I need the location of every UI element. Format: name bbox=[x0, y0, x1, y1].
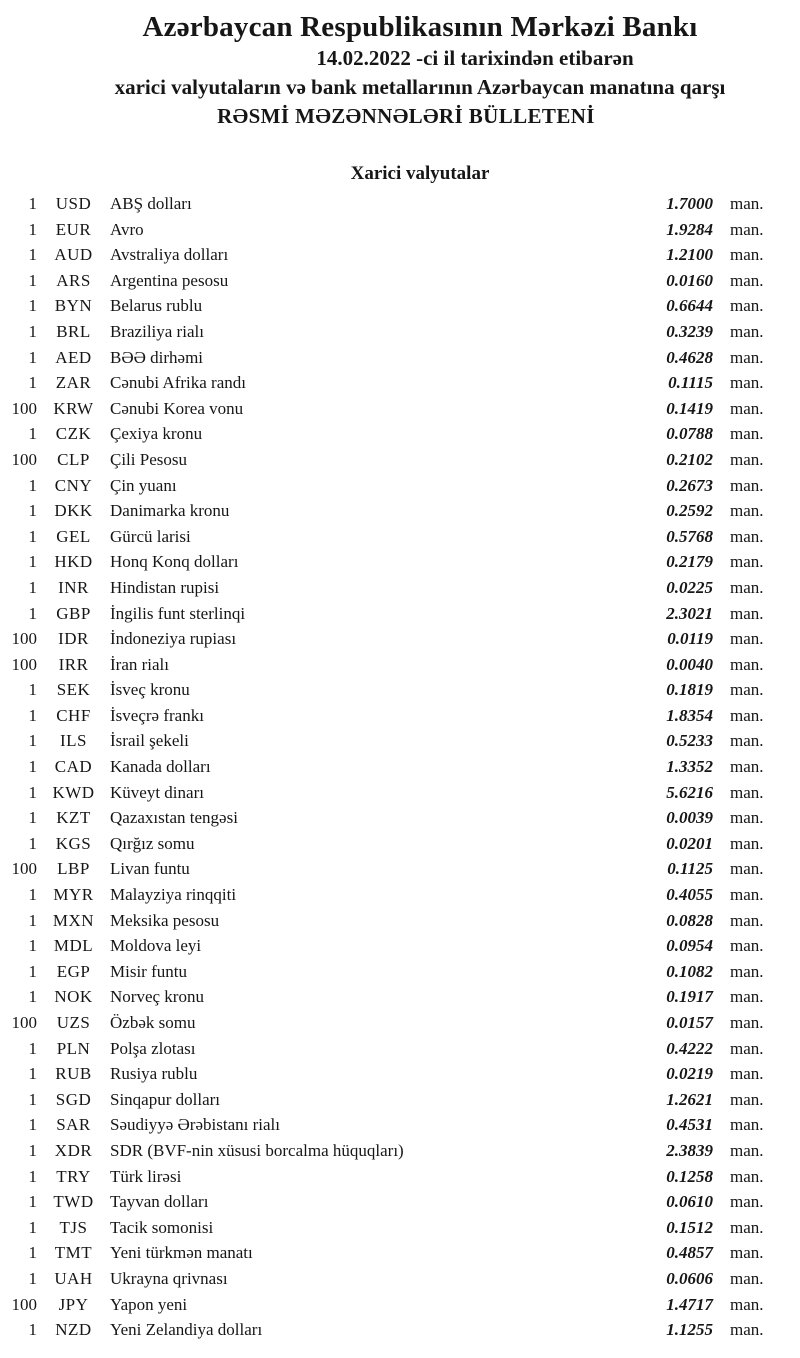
rate-value: 0.3239 bbox=[666, 321, 713, 341]
unit-quantity: 100 bbox=[11, 449, 37, 469]
rate-value: 2.3021 bbox=[666, 603, 713, 623]
currency-code: NOK bbox=[54, 987, 93, 1007]
unit-label: man. bbox=[730, 1064, 764, 1084]
unit-label: man. bbox=[730, 424, 764, 444]
currency-code: NZD bbox=[55, 1320, 92, 1340]
rate-value: 0.4055 bbox=[666, 885, 713, 905]
currency-name: İsveçrə frankı bbox=[110, 705, 204, 725]
unit-quantity: 1 bbox=[28, 1268, 37, 1288]
unit-label: man. bbox=[730, 1089, 764, 1109]
currency-name: Belarus rublu bbox=[110, 296, 203, 316]
currency-code: IDR bbox=[58, 629, 89, 649]
unit-label: man. bbox=[730, 219, 764, 239]
currency-name: Malayziya rinqqiti bbox=[110, 885, 237, 905]
currency-name: ABŞ dolları bbox=[110, 194, 192, 213]
unit-label: man. bbox=[730, 194, 764, 213]
rate-value: 0.1115 bbox=[668, 373, 713, 393]
currency-code: ARS bbox=[56, 270, 91, 290]
currency-code: CAD bbox=[54, 757, 93, 777]
unit-quantity: 1 bbox=[28, 987, 37, 1007]
rate-row bbox=[0, 524, 800, 550]
currency-code: TMT bbox=[54, 1243, 93, 1263]
currency-code: UAH bbox=[54, 1268, 93, 1288]
unit-quantity: 1 bbox=[28, 1064, 37, 1084]
effective-date-line: 14.02.2022 -ci il tarixindən etibarən bbox=[316, 46, 634, 70]
rate-value: 0.5233 bbox=[666, 731, 713, 751]
unit-quantity: 1 bbox=[28, 680, 37, 700]
unit-quantity: 1 bbox=[28, 1089, 37, 1109]
rate-row bbox=[0, 754, 800, 780]
currency-code: USD bbox=[55, 194, 92, 213]
currency-code: INR bbox=[58, 577, 89, 597]
unit-quantity: 1 bbox=[28, 808, 37, 828]
unit-quantity: 1 bbox=[28, 731, 37, 751]
bulletin-title: RƏSMİ MƏZƏNNƏLƏRİ BÜLLETENİ bbox=[217, 104, 595, 128]
currency-name: İngilis funt sterlinqi bbox=[110, 603, 246, 623]
unit-label: man. bbox=[730, 680, 764, 700]
currency-name: Yeni türkmən manatı bbox=[110, 1243, 253, 1263]
rate-value: 0.1819 bbox=[666, 680, 713, 700]
rate-row bbox=[0, 217, 800, 243]
unit-label: man. bbox=[730, 296, 764, 316]
currency-code: GEL bbox=[56, 526, 91, 546]
rate-row bbox=[0, 1266, 800, 1292]
rate-value: 1.4717 bbox=[666, 1294, 713, 1314]
unit-quantity: 1 bbox=[28, 1140, 37, 1160]
unit-label: man. bbox=[730, 577, 764, 597]
rate-value: 0.4628 bbox=[666, 347, 713, 367]
currency-code: KZT bbox=[56, 808, 91, 828]
rate-row bbox=[0, 1317, 800, 1343]
currency-code: DKK bbox=[54, 501, 93, 521]
currency-name: İran rialı bbox=[110, 654, 169, 674]
rate-value: 0.0039 bbox=[666, 808, 713, 828]
unit-label: man. bbox=[730, 1166, 764, 1186]
unit-quantity: 100 bbox=[11, 629, 37, 649]
currency-code: EGP bbox=[56, 961, 91, 981]
rate-row bbox=[0, 1138, 800, 1164]
rate-row bbox=[0, 498, 800, 524]
unit-label: man. bbox=[730, 1140, 764, 1160]
rate-value: 1.9284 bbox=[666, 219, 713, 239]
unit-label: man. bbox=[730, 449, 764, 469]
rate-row bbox=[0, 1292, 800, 1318]
unit-label: man. bbox=[730, 987, 764, 1007]
currency-code: CLP bbox=[57, 449, 90, 469]
rate-value: 0.1419 bbox=[666, 398, 713, 418]
unit-label: man. bbox=[730, 1320, 764, 1340]
unit-quantity: 1 bbox=[28, 603, 37, 623]
rate-value: 0.6644 bbox=[666, 296, 713, 316]
unit-label: man. bbox=[730, 347, 764, 367]
currency-name: Gürcü larisi bbox=[110, 526, 191, 546]
rate-value: 0.2179 bbox=[666, 552, 713, 572]
rate-row bbox=[0, 268, 800, 294]
currency-name: Braziliya rialı bbox=[110, 321, 204, 341]
currency-code: BYN bbox=[54, 296, 93, 316]
currency-name: Çin yuanı bbox=[110, 475, 177, 495]
rate-row bbox=[0, 1010, 800, 1036]
unit-quantity: 1 bbox=[28, 245, 37, 265]
rate-row bbox=[0, 191, 800, 217]
unit-quantity: 1 bbox=[28, 347, 37, 367]
currency-name: İsveç kronu bbox=[110, 680, 190, 700]
unit-label: man. bbox=[730, 1192, 764, 1212]
rate-value: 0.4531 bbox=[666, 1115, 713, 1135]
unit-label: man. bbox=[730, 731, 764, 751]
unit-quantity: 1 bbox=[28, 194, 37, 213]
unit-label: man. bbox=[730, 910, 764, 930]
currency-name: Avstraliya dolları bbox=[110, 245, 229, 265]
unit-label: man. bbox=[730, 1243, 764, 1263]
rate-row bbox=[0, 626, 800, 652]
unit-label: man. bbox=[730, 1268, 764, 1288]
rate-row bbox=[0, 780, 800, 806]
bulletin-header bbox=[40, 10, 800, 131]
unit-label: man. bbox=[730, 833, 764, 853]
rate-value: 0.0201 bbox=[666, 833, 713, 853]
rate-value: 0.0828 bbox=[666, 910, 713, 930]
rate-value: 0.2673 bbox=[666, 475, 713, 495]
unit-label: man. bbox=[730, 552, 764, 572]
rate-row bbox=[0, 473, 800, 499]
rate-value: 1.2100 bbox=[666, 245, 713, 265]
rate-row bbox=[0, 959, 800, 985]
currency-name: Çili Pesosu bbox=[110, 449, 187, 469]
currency-code: KWD bbox=[52, 782, 95, 802]
currency-code: TWD bbox=[53, 1192, 94, 1212]
currency-code: ILS bbox=[60, 731, 87, 751]
unit-label: man. bbox=[730, 501, 764, 521]
currency-code: TRY bbox=[56, 1166, 91, 1186]
unit-quantity: 1 bbox=[28, 501, 37, 521]
unit-label: man. bbox=[730, 782, 764, 802]
rate-row bbox=[0, 677, 800, 703]
rate-value: 0.4857 bbox=[666, 1243, 713, 1263]
currency-name: İsrail şekeli bbox=[110, 731, 189, 751]
rate-value: 1.7000 bbox=[666, 194, 713, 213]
unit-label: man. bbox=[730, 1013, 764, 1032]
unit-label: man. bbox=[730, 629, 764, 649]
rate-row bbox=[0, 601, 800, 627]
unit-label: man. bbox=[730, 757, 764, 777]
currency-name: Sinqapur dolları bbox=[110, 1089, 221, 1109]
rate-value: 0.0160 bbox=[666, 270, 713, 290]
unit-quantity: 1 bbox=[28, 270, 37, 290]
currency-name: Səudiyyə Ərəbistanı rialı bbox=[110, 1115, 280, 1135]
unit-quantity: 1 bbox=[28, 526, 37, 546]
currency-code: XDR bbox=[54, 1140, 93, 1160]
currency-name: Misir funtu bbox=[110, 961, 187, 981]
currency-name: İndoneziya rupiası bbox=[110, 629, 237, 649]
unit-quantity: 1 bbox=[28, 885, 37, 905]
currency-code: KRW bbox=[53, 398, 94, 418]
unit-label: man. bbox=[730, 859, 764, 879]
currency-name: Kanada dolları bbox=[110, 757, 211, 777]
rate-value: 0.2102 bbox=[666, 449, 713, 469]
rate-value: 1.2621 bbox=[666, 1089, 713, 1109]
unit-quantity: 100 bbox=[11, 398, 37, 418]
bulletin-page bbox=[0, 10, 800, 1343]
unit-quantity: 1 bbox=[28, 475, 37, 495]
currency-code: RUB bbox=[55, 1064, 92, 1084]
unit-quantity: 1 bbox=[28, 833, 37, 853]
rate-value: 0.0610 bbox=[666, 1192, 713, 1212]
currency-name: Livan funtu bbox=[110, 859, 190, 879]
currency-code: IRR bbox=[58, 654, 89, 674]
unit-quantity: 1 bbox=[28, 961, 37, 981]
rate-row bbox=[0, 319, 800, 345]
rate-value: 0.5768 bbox=[666, 526, 713, 546]
currency-code: SAR bbox=[56, 1115, 91, 1135]
rate-row bbox=[0, 1036, 800, 1062]
bank-name: Azərbaycan Respublikasının Mərkəzi Bankı bbox=[142, 11, 698, 43]
currency-code: KGS bbox=[55, 833, 92, 853]
currency-code: CNY bbox=[54, 475, 93, 495]
rate-row bbox=[0, 1189, 800, 1215]
unit-label: man. bbox=[730, 705, 764, 725]
unit-quantity: 100 bbox=[11, 1013, 37, 1032]
unit-quantity: 1 bbox=[28, 1217, 37, 1237]
rate-value: 0.0788 bbox=[666, 424, 713, 444]
rate-row bbox=[0, 421, 800, 447]
rate-value: 0.1917 bbox=[666, 987, 713, 1007]
currency-name: Qazaxıstan tengəsi bbox=[110, 808, 238, 828]
unit-quantity: 1 bbox=[28, 757, 37, 777]
currency-name: Qırğız somu bbox=[110, 833, 195, 853]
unit-label: man. bbox=[730, 270, 764, 290]
currency-name: Yapon yeni bbox=[110, 1294, 188, 1314]
rate-value: 2.3839 bbox=[666, 1140, 713, 1160]
rate-value: 0.1512 bbox=[666, 1217, 713, 1237]
currency-name: Cənubi Afrika randı bbox=[110, 373, 246, 393]
rate-row bbox=[0, 908, 800, 934]
currency-code: MYR bbox=[53, 885, 94, 905]
unit-quantity: 1 bbox=[28, 296, 37, 316]
unit-quantity: 1 bbox=[28, 1192, 37, 1212]
rate-value: 0.0225 bbox=[666, 577, 713, 597]
rate-row bbox=[0, 805, 800, 831]
rate-value: 0.0157 bbox=[666, 1013, 713, 1032]
currency-name: Argentina pesosu bbox=[110, 270, 229, 290]
rate-value: 0.0119 bbox=[667, 629, 713, 649]
currency-name: Meksika pesosu bbox=[110, 910, 220, 930]
unit-quantity: 1 bbox=[28, 782, 37, 802]
currency-name: Ukrayna qrivnası bbox=[110, 1268, 228, 1288]
currency-name: BƏƏ dirhəmi bbox=[110, 347, 204, 367]
rate-row bbox=[0, 1112, 800, 1138]
rate-value: 1.1255 bbox=[666, 1320, 713, 1340]
rate-row bbox=[0, 882, 800, 908]
rate-row bbox=[0, 984, 800, 1010]
rate-value: 0.1125 bbox=[667, 859, 713, 879]
unit-label: man. bbox=[730, 1217, 764, 1237]
unit-quantity: 1 bbox=[28, 936, 37, 956]
unit-quantity: 1 bbox=[28, 1243, 37, 1263]
currency-name: Çexiya kronu bbox=[110, 424, 203, 444]
rate-row bbox=[0, 933, 800, 959]
currency-name: Polşa zlotası bbox=[110, 1038, 196, 1058]
currency-name: Rusiya rublu bbox=[110, 1064, 198, 1084]
unit-label: man. bbox=[730, 654, 764, 674]
currency-code: ZAR bbox=[55, 373, 92, 393]
rate-value: 5.6216 bbox=[666, 782, 713, 802]
unit-quantity: 1 bbox=[28, 910, 37, 930]
currency-name: Norveç kronu bbox=[110, 987, 204, 1007]
unit-quantity: 1 bbox=[28, 552, 37, 572]
unit-label: man. bbox=[730, 321, 764, 341]
rate-row bbox=[0, 396, 800, 422]
rate-row bbox=[0, 447, 800, 473]
currency-name: Avro bbox=[110, 219, 144, 239]
currency-name: Moldova leyi bbox=[110, 936, 202, 956]
rate-value: 0.0606 bbox=[666, 1268, 713, 1288]
rate-row bbox=[0, 293, 800, 319]
unit-quantity: 1 bbox=[28, 1166, 37, 1186]
unit-quantity: 1 bbox=[28, 1320, 37, 1340]
currency-code: EUR bbox=[55, 219, 92, 239]
currency-code: AED bbox=[55, 347, 92, 367]
currency-code: UZS bbox=[56, 1013, 91, 1032]
rate-row bbox=[0, 1164, 800, 1190]
unit-label: man. bbox=[730, 885, 764, 905]
currency-code: LBP bbox=[57, 859, 90, 879]
rate-row bbox=[0, 1215, 800, 1241]
unit-quantity: 100 bbox=[11, 654, 37, 674]
unit-label: man. bbox=[730, 936, 764, 956]
unit-quantity: 1 bbox=[28, 705, 37, 725]
currency-code: GBP bbox=[56, 603, 91, 623]
currency-name: Cənubi Korea vonu bbox=[110, 398, 244, 418]
rates-table bbox=[0, 191, 800, 1343]
rate-value: 1.3352 bbox=[666, 757, 713, 777]
currency-name: Danimarka kronu bbox=[110, 501, 230, 521]
unit-label: man. bbox=[730, 373, 764, 393]
unit-label: man. bbox=[730, 245, 764, 265]
rate-row bbox=[0, 831, 800, 857]
rate-row bbox=[0, 242, 800, 268]
currency-code: HKD bbox=[54, 552, 93, 572]
currency-code: SGD bbox=[55, 1089, 92, 1109]
currency-name: Özbək somu bbox=[110, 1013, 196, 1032]
rate-value: 0.0040 bbox=[666, 654, 713, 674]
currency-name: Yeni Zelandiya dolları bbox=[110, 1320, 263, 1340]
rate-row bbox=[0, 549, 800, 575]
unit-quantity: 1 bbox=[28, 577, 37, 597]
unit-quantity: 100 bbox=[11, 1294, 37, 1314]
rate-row bbox=[0, 1240, 800, 1266]
currency-code: CHF bbox=[56, 705, 91, 725]
unit-quantity: 1 bbox=[28, 373, 37, 393]
currency-name: Honq Konq dolları bbox=[110, 552, 239, 572]
currency-code: TJS bbox=[59, 1217, 88, 1237]
rate-row bbox=[0, 728, 800, 754]
currency-code: BRL bbox=[56, 321, 91, 341]
currency-name: Türk lirəsi bbox=[110, 1166, 182, 1186]
rate-row bbox=[0, 703, 800, 729]
unit-label: man. bbox=[730, 526, 764, 546]
rate-row bbox=[0, 652, 800, 678]
currency-code: CZK bbox=[55, 424, 92, 444]
rate-row bbox=[0, 1061, 800, 1087]
unit-label: man. bbox=[730, 1294, 764, 1314]
rate-row bbox=[0, 370, 800, 396]
rate-value: 0.1082 bbox=[666, 961, 713, 981]
bulletin-subtitle: xarici valyutaların və bank metallarının Azərbaycan manatına qarşı bbox=[114, 75, 726, 99]
unit-quantity: 1 bbox=[28, 219, 37, 239]
unit-label: man. bbox=[730, 1115, 764, 1135]
rate-value: 0.4222 bbox=[666, 1038, 713, 1058]
currency-code: SEK bbox=[56, 680, 91, 700]
rate-value: 0.0954 bbox=[666, 936, 713, 956]
rate-row bbox=[0, 1087, 800, 1113]
rate-value: 0.1258 bbox=[666, 1166, 713, 1186]
unit-label: man. bbox=[730, 398, 764, 418]
unit-label: man. bbox=[730, 1038, 764, 1058]
currency-code: JPY bbox=[58, 1294, 89, 1314]
unit-quantity: 1 bbox=[28, 424, 37, 444]
section-title-foreign-currencies: Xarici valyutalar bbox=[350, 163, 490, 184]
currency-name: SDR (BVF-nin xüsusi borcalma hüquqları) bbox=[110, 1140, 404, 1160]
rate-row bbox=[0, 345, 800, 371]
currency-name: Küveyt dinarı bbox=[110, 782, 204, 802]
rate-row bbox=[0, 856, 800, 882]
currency-name: Hindistan rupisi bbox=[110, 577, 220, 597]
rate-value: 1.8354 bbox=[666, 705, 713, 725]
unit-quantity: 1 bbox=[28, 321, 37, 341]
currency-code: MDL bbox=[53, 936, 94, 956]
unit-quantity: 100 bbox=[11, 859, 37, 879]
unit-label: man. bbox=[730, 603, 764, 623]
currency-code: PLN bbox=[56, 1038, 91, 1058]
currency-name: Tayvan dolları bbox=[110, 1192, 209, 1212]
currency-code: AUD bbox=[54, 245, 93, 265]
unit-quantity: 1 bbox=[28, 1115, 37, 1135]
rate-value: 0.0219 bbox=[666, 1064, 713, 1084]
currency-name: Tacik somonisi bbox=[110, 1217, 214, 1237]
unit-label: man. bbox=[730, 808, 764, 828]
unit-label: man. bbox=[730, 961, 764, 981]
rate-row bbox=[0, 575, 800, 601]
unit-label: man. bbox=[730, 475, 764, 495]
currency-code: MXN bbox=[52, 910, 95, 930]
rate-value: 0.2592 bbox=[666, 501, 713, 521]
unit-quantity: 1 bbox=[28, 1038, 37, 1058]
